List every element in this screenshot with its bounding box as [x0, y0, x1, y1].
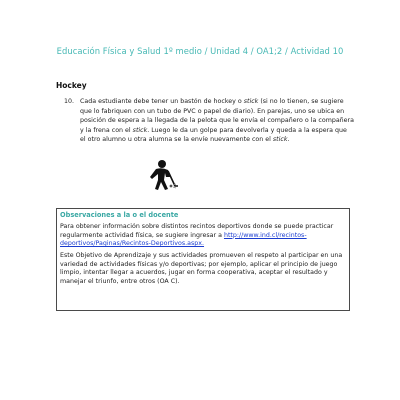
observations-paragraph-1: Para obtener información sobre distintos recintos deportivos donde se puede practicar regularmente actividad física, se sugiere ingresar a http://www.ind.cl/recintos-deportivos/Paginas/Recintos-Deportivos.aspx.	[60, 223, 334, 248]
page-header-title: Educación Física y Salud 1º medio / Unidad 4 / OA1;2 / Actividad 10	[56, 46, 344, 56]
observations-title: Observaciones a la o el docente	[60, 211, 179, 219]
teacher-observations-box	[56, 208, 350, 311]
section-heading: Hockey	[56, 81, 87, 90]
observations-paragraph-2: Este Objetivo de Aprendizaje y sus actividades promueven el respeto al participar en una variedad de actividades físicas y/o deportivas; por ejemplo, aplicar el principio de juego limpio, intentar llegar a acuerdos, jugar en forma cooperativa, aceptar el resultado y manejar el triunfo, entre otros (OA C).	[60, 252, 343, 285]
recintos-deportivos-link[interactable]: http://www.ind.cl/recintos-deportivos/Paginas/Recintos-Deportivos.aspx.	[60, 231, 307, 248]
activity-item	[64, 97, 354, 145]
puck-icon	[168, 182, 178, 190]
activity-text: Cada estudiante debe tener un bastón de hockey o stick (si no lo tienen, se sugiere que lo fabriquen con un tubo de PVC o papel de diario). En parejas, uno se ubica en posición de espera a la llegada de la pelota que le envía el compañero o la compañera y la frena con el stick. Luego le da un golpe para devolverla y queda a la espera que el otro alumno u otra alumna se la envíe nuevamente con el stick.	[80, 98, 354, 144]
activity-number: 10.	[64, 98, 75, 105]
